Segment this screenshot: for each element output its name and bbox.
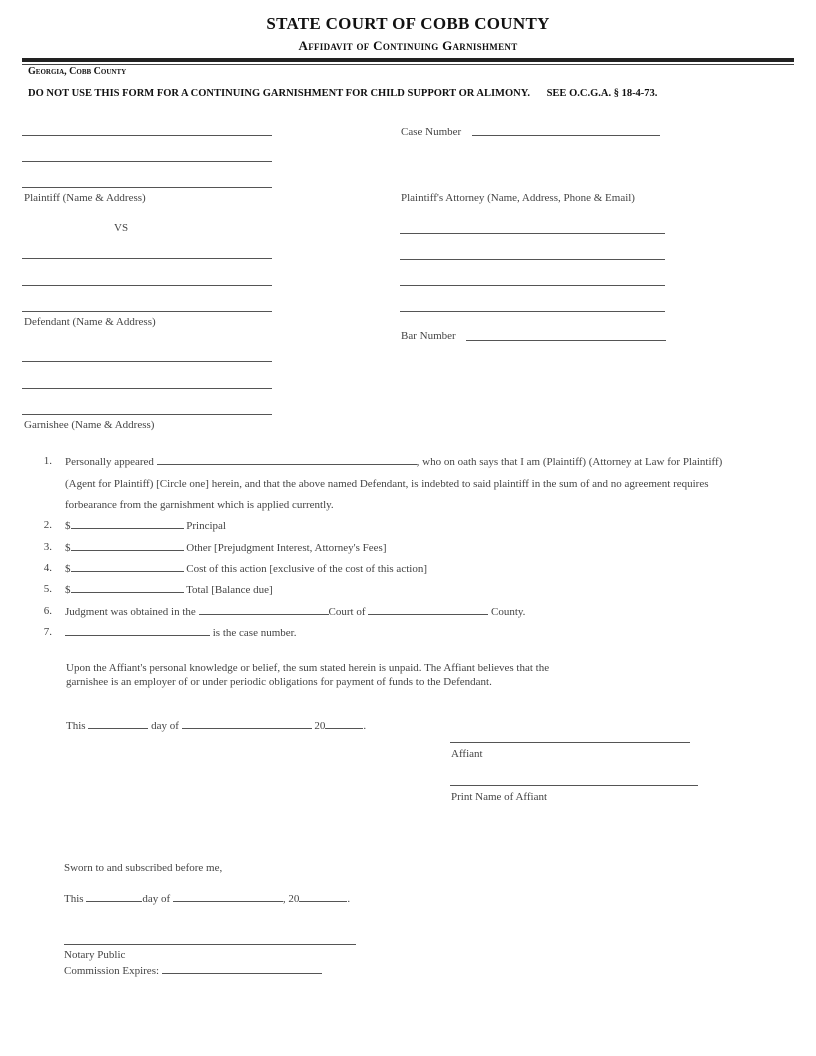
notary-signature-line[interactable] [64,944,356,945]
affiant-name-field[interactable] [157,455,417,465]
attorney-line-1[interactable] [400,233,665,234]
day-field[interactable] [88,719,148,729]
day-of-label: day of [151,720,179,732]
dollar-sign: $ [65,542,71,554]
year-field[interactable] [325,719,363,729]
defendant-line-2[interactable] [22,285,272,286]
item-2-number: 2. [43,519,52,531]
notary-label: Notary Public [64,949,126,961]
warning-text: DO NOT USE THIS FORM FOR A CONTINUING GARNISHMENT FOR CHILD SUPPORT OR ALIMONY. [28,88,530,99]
commission-expires [64,964,322,977]
this-label: This [66,720,86,732]
notary-day-of-label: day of [142,893,171,905]
affidavit-date [66,719,366,732]
item-5-text: Total [Balance due] [186,584,273,596]
attorney-line-3[interactable] [400,285,665,286]
judgment-county-field[interactable] [368,605,488,615]
notary-this-label: This [64,893,84,905]
dollar-sign: $ [65,563,71,575]
cost-amount-field[interactable] [71,562,184,572]
item-6-text-b: Court of [328,606,366,618]
attorney-line-2[interactable] [400,259,665,260]
plaintiff-line-2[interactable] [22,161,272,162]
affiant-signature-line[interactable] [450,742,690,743]
bar-number-label: Bar Number [401,330,456,342]
case-number-label: Case Number [401,126,462,138]
item-7-number: 7. [43,626,52,638]
notary-year-field[interactable] [299,892,347,902]
garnishee-line-1[interactable] [22,361,272,362]
statute-reference: SEE O.C.G.A. § 18-4-73. [546,88,658,99]
item-6-text-c: County. [491,606,526,618]
dollar-sign: $ [65,584,71,596]
item-1-number: 1. [43,455,52,467]
plaintiff-line-1[interactable] [22,135,272,136]
affiant-print-name-line[interactable] [450,785,698,786]
plaintiff-label: Plaintiff (Name & Address) [24,192,146,204]
attorney-label: Plaintiff's Attorney (Name, Address, Phone & Email) [401,192,635,204]
judgment-case-number-field[interactable] [65,626,210,636]
item-3-text: Other [Prejudgment Interest, Attorney's Fees] [186,542,387,554]
affiant-label: Affiant [451,748,483,760]
month-field[interactable] [182,719,312,729]
item-1-text-a: Personally appeared [65,456,154,468]
item-1-continuation [65,474,709,516]
judgment-court-field[interactable] [199,605,329,615]
period: . [363,720,367,732]
notary-month-field[interactable] [173,892,283,902]
vs-label: VS [114,222,129,234]
year-prefix: 20 [314,720,326,732]
other-amount-field[interactable] [71,541,184,551]
item-4-number: 4. [43,562,52,574]
header-rule-thin [22,64,794,65]
defendant-label: Defendant (Name & Address) [24,316,156,328]
dollar-sign: $ [65,520,71,532]
item-3-number: 3. [43,541,52,553]
garnishee-label: Garnishee (Name & Address) [24,419,155,431]
defendant-line-1[interactable] [22,258,272,259]
item-6-number: 6. [43,605,52,617]
header-rule [22,58,794,62]
item-1-line-1 [65,455,722,468]
total-amount-field[interactable] [71,583,184,593]
case-number-field[interactable] [472,135,660,136]
form-title: STATE COURT OF COBB COUNTY [266,14,550,33]
item-7-text: is the case number. [212,627,297,639]
jurisdiction: Georgia, Cobb County [28,66,127,77]
principal-amount-field[interactable] [71,519,184,529]
sworn-text: Sworn to and subscribed before me, [64,862,223,874]
commission-label: Commission Expires: [64,965,160,977]
garnishee-line-2[interactable] [22,388,272,389]
garnishee-line-3[interactable] [22,414,272,415]
statement-line-1: Upon the Affiant's personal knowledge or belief, the sum stated herein is unpaid. The Affiant believes that the [66,662,550,674]
affiant-statement [66,661,666,689]
item-4-text: Cost of this action [exclusive of the cost of this action] [186,563,427,575]
item-1-line-3: forbearance from the garnishment which is applied currently. [65,499,334,511]
notary-period: . [347,893,351,905]
statement-line-2: garnishee is an employer of or under periodic obligations for payment of funds to the Defendant. [66,676,492,688]
item-1-line-2: (Agent for Plaintiff) [Circle one] herein, and that the above named Defendant, is indebted to said plaintiff in the sum of and no agreement requires [65,478,709,490]
commission-date-field[interactable] [162,964,322,974]
notary-year-prefix: , 20 [282,893,300,905]
item-5-number: 5. [43,583,52,595]
plaintiff-line-3[interactable] [22,187,272,188]
notary-date [64,892,350,905]
bar-number-field[interactable] [466,340,666,341]
notary-day-field[interactable] [86,892,142,902]
form-subtitle: Affidavit of Continuing Garnishment [298,38,518,53]
item-6-text-a: Judgment was obtained in the [65,606,196,618]
print-name-label: Print Name of Affiant [451,791,548,803]
defendant-line-3[interactable] [22,311,272,312]
item-2-text: Principal [186,520,226,532]
item-1-text-b: , who on oath says that I am (Plaintiff) (Attorney at Law for Plaintiff) [416,456,723,468]
form-warning [28,88,657,99]
attorney-line-4[interactable] [400,311,665,312]
